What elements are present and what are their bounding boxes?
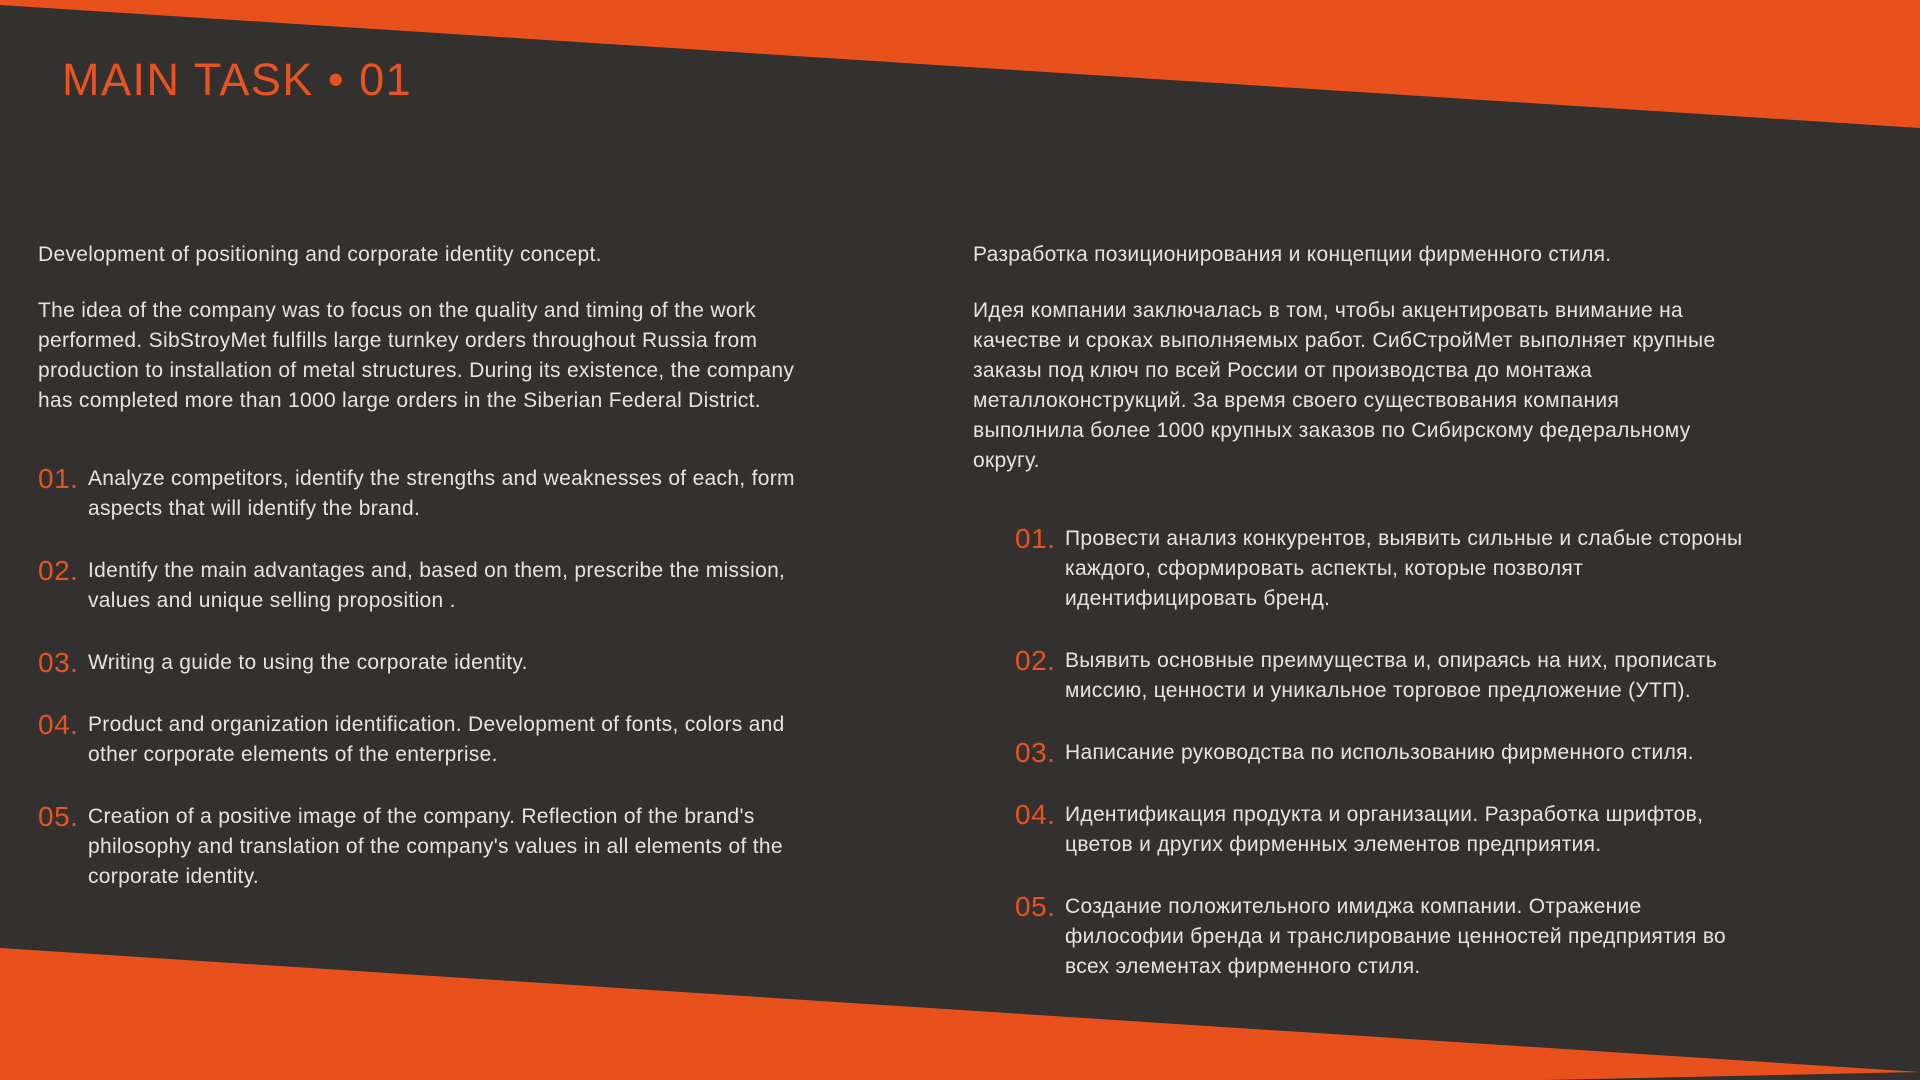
task-text: Выявить основные преимущества и, опираясь на них, прописать миссию, ценности и уникальное торговое предложение (УТП).: [1065, 649, 1718, 702]
task-item: [1015, 800, 1773, 860]
intro-text-ru: Разработка позиционирования и концепции фирменного стиля.: [973, 243, 1612, 266]
task-number: 01.: [38, 463, 79, 494]
task-number: 05.: [38, 801, 79, 832]
russian-column: [973, 240, 1773, 982]
task-item: [1015, 892, 1773, 982]
task-text: Analyze competitors, identify the strengths and weaknesses of each, form aspects that will identify the brand.: [88, 467, 795, 520]
task-list-en: [38, 464, 838, 892]
task-number: 04.: [38, 709, 79, 740]
task-item: [1015, 646, 1773, 706]
task-number: 02.: [1015, 645, 1056, 676]
task-text: Creation of a positive image of the company. Reflection of the brand's philosophy and translation of the company's values in all elements of the corporate identity.: [88, 805, 783, 888]
task-text: Product and organization identification. Development of fonts, colors and other corporate elements of the enterprise.: [88, 713, 785, 766]
task-number: 03.: [1015, 737, 1056, 768]
task-number: 05.: [1015, 891, 1056, 922]
task-item: [38, 556, 838, 616]
task-text: Провести анализ конкурентов, выявить сильные и слабые стороны каждого, сформировать аспекты, которые позволят идентифицировать бренд.: [1065, 527, 1743, 610]
task-list-ru: [973, 524, 1773, 982]
task-number: 01.: [1015, 523, 1056, 554]
task-item: [1015, 524, 1773, 614]
description-paragraph-en: The idea of the company was to focus on the quality and timing of the work performed. SibStroyMet fulfills large turnkey orders throughout Russia from production to installation of metal structures. During its existence, the company has completed more than 1000 large orders in the Siberian Federal District.: [38, 299, 795, 412]
task-item: [38, 802, 838, 892]
english-column: [38, 240, 838, 892]
task-number: 03.: [38, 647, 79, 678]
task-text: Writing a guide to using the corporate identity.: [88, 651, 528, 674]
description-paragraph-ru: Идея компании заключалась в том, чтобы акцентировать внимание на качестве и сроках выполняемых работ. СибСтройМет выполняет крупные заказы под ключ по всей России от производства до монтажа металлоконструкций. За время своего существования компания выполнила более 1000 крупных заказов по Сибирскому федеральному округу.: [973, 299, 1716, 472]
task-text: Создание положительного имиджа компании. Отражение философии бренда и транслирование ценностей предприятия во всех элементах фирменного стиля.: [1065, 895, 1727, 978]
task-text: Identify the main advantages and, based on them, prescribe the mission, values and unique selling proposition .: [88, 559, 786, 612]
task-item: [38, 710, 838, 770]
intro-text-en: Development of positioning and corporate identity concept.: [38, 243, 602, 266]
slide-title: MAIN TASK • 01: [62, 54, 413, 105]
task-text: Идентификация продукта и организации. Разработка шрифтов, цветов и других фирменных элементов предприятия.: [1065, 803, 1704, 856]
task-number: 04.: [1015, 799, 1056, 830]
task-number: 02.: [38, 555, 79, 586]
task-item: [38, 464, 838, 524]
bottom-right-wedge-shape: [1545, 1072, 1920, 1080]
task-item: [38, 648, 838, 678]
task-item: [1015, 738, 1773, 768]
task-text: Написание руководства по использованию фирменного стиля.: [1065, 741, 1694, 764]
